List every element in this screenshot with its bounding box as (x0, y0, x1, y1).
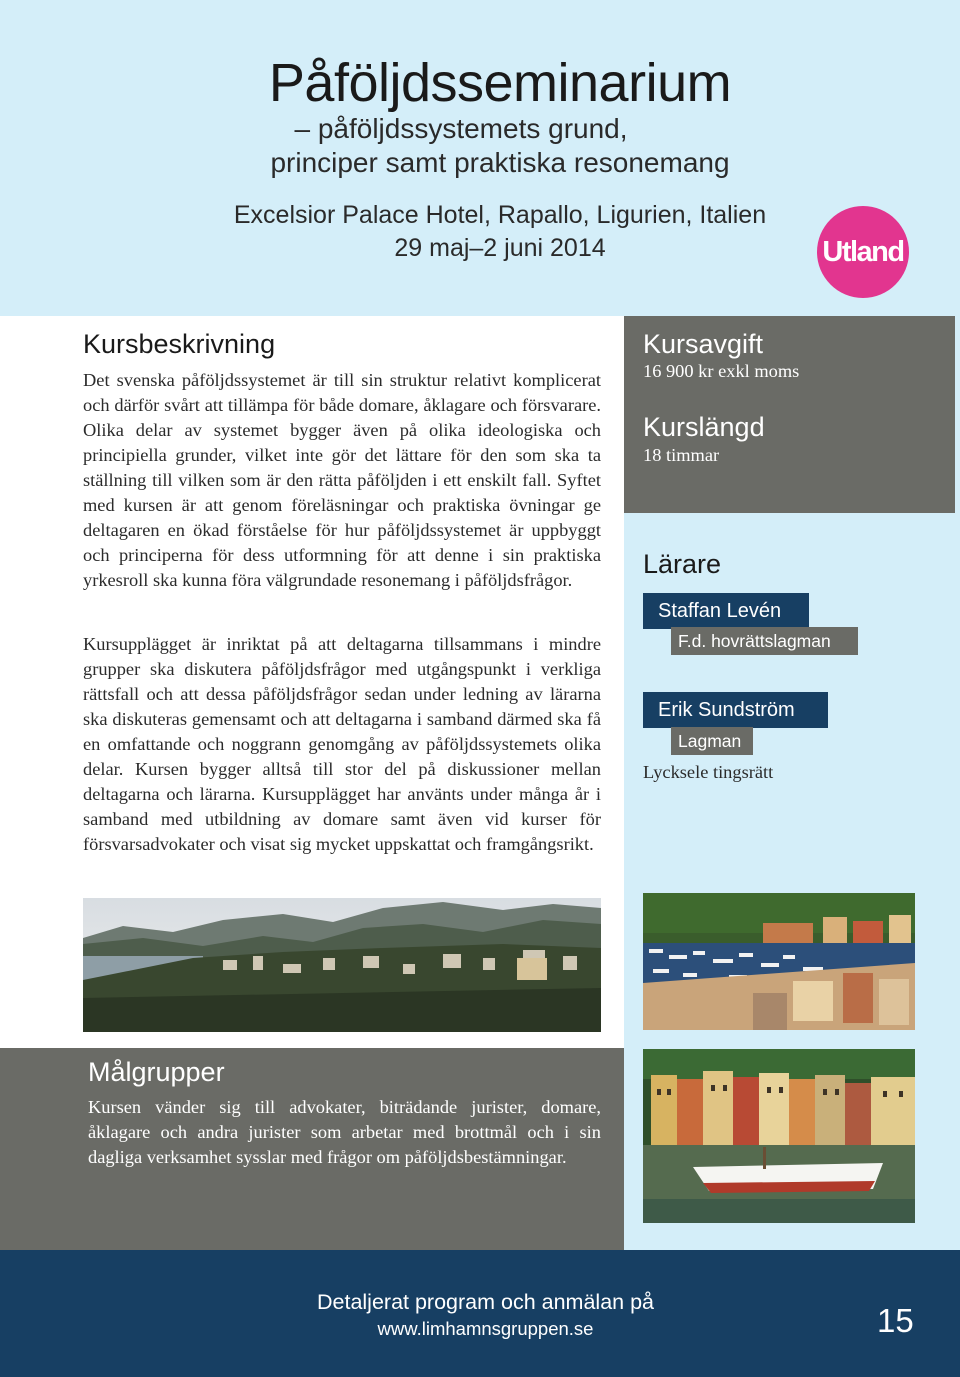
venue: Excelsior Palace Hotel, Rapallo, Ligurien, Italien (233, 201, 767, 229)
course-description-paragraph-1: Det svenska påföljdssystemet är till sin struktur relativt komplicerat och därför svårt att tillämpa för både domare, åklagare och försvarare. Olika delar av systemet bygger även på olika ideologiska och principiella grunder, vilket inte gör det lättare för den som ska ta ställning till vilken som är den rätta påföljden i ett enskilt fall. Syftet med kursen är att genom föreläsningar och praktiska övningar ge deltagaren en ökad förståelse för hur påföljdssystemet är uppbyggt och principerna för dess utformning för att denne i sin praktiska yrkesroll ska kunna föra välgrundade resonemang i påföljdsfrågor. (83, 370, 601, 590)
harbor-photo (643, 893, 915, 1030)
rapallo-panorama-photo (83, 898, 601, 1032)
teacher-2-title: Lagman (671, 727, 753, 755)
length-value: 18 timmar (643, 445, 720, 465)
course-description-heading: Kursbeskrivning (83, 329, 276, 359)
dates: 29 maj–2 juni 2014 (394, 234, 606, 262)
teachers-heading: Lärare (643, 549, 722, 579)
teacher-2-court: Lycksele tingsrätt (643, 762, 774, 782)
page-number: 15 (877, 1302, 914, 1339)
page-title: Påföljdsseminarium (268, 53, 732, 113)
teacher-2-name: Erik Sundström (643, 692, 828, 728)
length-heading: Kurslängd (643, 412, 765, 442)
footer-program-text: Detaljerat program och anmälan på (316, 1290, 655, 1314)
course-description-paragraph-2: Kursupplägget är inriktat på att deltagarna tillsammans i mindre grupper ska diskutera påföljdsfrågor med utgångspunkt i verkliga rättsfall och att dessa påföljdsfrågor sedan under ledning av lärarna ska diskuteras gemensamt och att deltagarna i samband därmed ska få en omfattande och noggrann genomgång av påföljdssystemets olika delar. Kursen bygger alltså till stor del på diskussioner mellan deltagarna och lärarna. Kursupplägget har använts under många år i samband med utbildning av domare samt även vid kurser för försvarsadvokater och visat sig mycket uppskattat och framgångsrikt. (83, 634, 601, 854)
right-edge-band (955, 0, 960, 1250)
fee-heading: Kursavgift (643, 329, 764, 359)
fee-value: 16 900 kr exkl moms (643, 361, 800, 381)
target-group-heading: Målgrupper (88, 1057, 225, 1087)
subtitle-line-2: principer samt praktiska resonemang (270, 147, 730, 178)
teacher-1-name: Staffan Levén (643, 593, 809, 629)
teacher-1-title: F.d. hovrättslagman (671, 627, 858, 655)
subtitle-line-1: – påföljdssystemets grund, (294, 113, 628, 144)
portofino-photo (643, 1049, 915, 1223)
target-group-text: Kursen vänder sig till advokater, biträdande jurister, domare, åklagare och andra jurister som arbetar med brottmål och i sin dagliga verksamhet sysslar med frågor om påföljdsbestämningar. (88, 1097, 601, 1167)
footer-url-link[interactable]: www.limhamnsgruppen.se (377, 1318, 594, 1339)
utland-badge: Utland (817, 206, 909, 298)
